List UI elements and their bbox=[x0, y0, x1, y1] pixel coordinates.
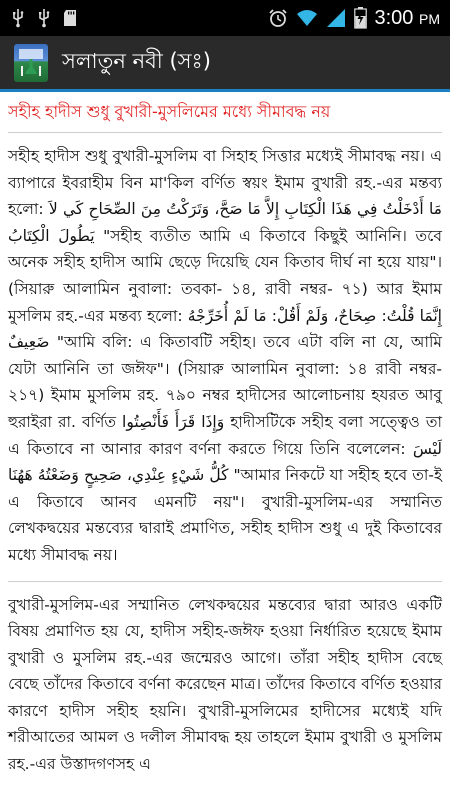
app-logo-icon[interactable] bbox=[14, 44, 48, 82]
article-paragraph: বুখারী-মুসলিম-এর সম্মানিত লেখকদ্বয়ের মন্তব্যের দ্বারা আরও একটি বিষয় প্রমাণিত হয় যে, হাদীস সহীহ-জঈফ হওয়া নির্ধারিত হয়েছে ইমাম বুখারী ও মুসলিম রহ.-এর জন্মেরও আগে। তাঁরা সহীহ হাদীস বেছে বেছে তাঁদের কিতাবে বর্ণনা করেছেন মাত্র। তাঁদের কিতাবে বর্ণিত হওয়ার কারণে হাদীস সহীহ হয়নি। বুখারী-মুসলিমের হাদীসের মধ্যেই যদি শরীআতের আমল ও দলীল সীমাবদ্ধ হয় তাহলে ইমাম বুখারী ও মুসলিম রহ.-এর উস্তাদগণসহ এ bbox=[8, 595, 442, 774]
sd-card-icon bbox=[62, 8, 78, 28]
battery-charging-icon bbox=[354, 7, 367, 29]
app-title: সলাতুন নবী (সঃ) bbox=[62, 49, 211, 73]
status-time: 3:00 PM bbox=[374, 6, 440, 29]
status-right-icons bbox=[268, 7, 441, 30]
status-left-icons bbox=[10, 8, 78, 28]
status-bar bbox=[0, 0, 450, 36]
alarm-icon bbox=[268, 8, 288, 28]
usb-icon bbox=[36, 8, 52, 28]
paragraph-divider bbox=[8, 581, 442, 582]
article-paragraph: সহীহ হাদীস শুধু বুখারী-মুসলিম বা সিহাহ সিত্তার মধ্যেই সীমাবদ্ধ নয়। এ ব্যাপারে ইবরাহীম বিন মা'কিল বর্ণিত স্বয়ং ইমাম বুখারী রহ.-এর মন্তব্য হলো: مَا أَدْخَلْتُ فِي هَذَا الْكِتَابِ إِلاَّ مَا صَحَّ، وَتَرَكْتُ مِنَ الصِّحَاحِ كَي لاَ يَطُولَ الْكِتَابُ "সহীহ ব্যতীত আমি এ কিতাবে কিছুই আনিনি। তবে অনেক সহীহ হাদীস আমি ছেড়ে দিয়েছি যেন কিতাব দীর্ঘ না হয়ে যায়"। (সিয়ারু আলামিন নুবালা: তবকা- ১৪, রাবী নম্বর- ৭১) আর ইমাম মুসলিম রহ.-এর মন্তব্য হলো: إِنَّمَا قُلْتُ: صِحَاحٌ، وَلَمْ أَقُلْ: مَا لَمْ أُخَرِّجْهُ ضَعِيفٌ "আমি বলি: এ কিতাবটি সহীহ। তবে এটা বলি না যে, আমি যেটা আনিনি তা জঈফ"। (সিয়ারু আলামিন নুবালা: ১৪ রাবী নম্বর- ২১৭) ইমাম মুসলিম রহ. ৭৯০ নম্বর হাদীসের আলোচনায় হযরত আবু হুরাইরা রা. বর্ণিত وَإِذَا قَرَأَ فَأَنْصِتُوا হাদীসটিকে সহীহ বলা সত্ত্বেও তা এ কিতাবে না আনার কারণ বর্ণনা করতে গিয়ে তিনি বলেলেন: لَيْسَ كُلُّ شَيْءٍ عِنْدِي، صَحِيحٍ وَضَعْتُهُ هَهُنَا "আমার নিকটে যা সহীহ হবে তা-ই এ কিতাবে আনব এমনটি নয়"। বুখারী-মুসলিম-এর সম্মানিত লেখকদ্বয়ের মন্তব্যের দ্বারাই প্রমাণিত, সহীহ হাদীস শুধু এ দুই কিতাবের মধ্যে সীমাবদ্ধ নয়। bbox=[8, 147, 443, 564]
action-bar bbox=[0, 36, 450, 92]
signal-icon bbox=[326, 8, 346, 28]
wifi-icon bbox=[296, 8, 318, 28]
article-content[interactable] bbox=[0, 92, 450, 800]
article-heading: সহীহ হাদীস শুধু বুখারী-মুসলিমের মধ্যে সীমাবদ্ধ নয় bbox=[8, 98, 442, 133]
usb-icon bbox=[10, 8, 26, 28]
